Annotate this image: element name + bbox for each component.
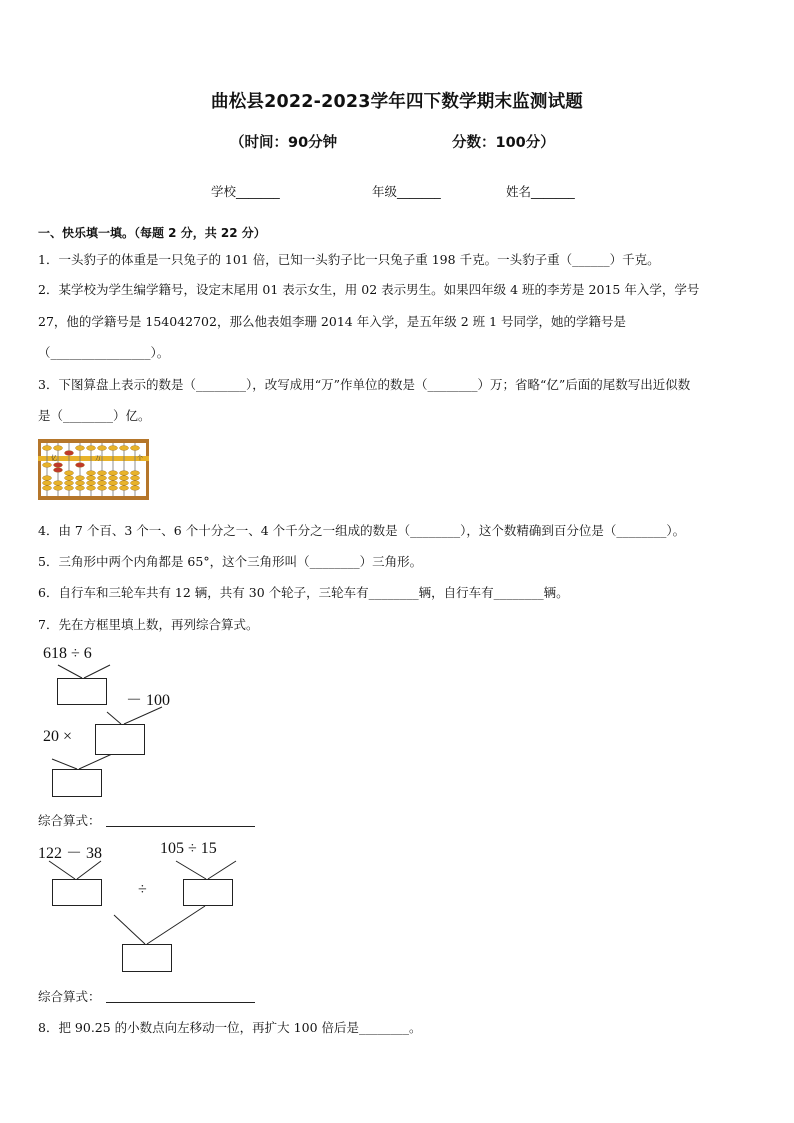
abacus-label-wan: 万 (95, 455, 102, 462)
question-5: 5．三角形中两个内角都是 65°，这个三角形叫（________）三角形。 (38, 554, 423, 569)
question-2-line-3: （________________）。 (38, 345, 170, 360)
exam-score: 分数：100分） (452, 135, 555, 151)
name-field[interactable]: 姓名_______ (506, 184, 575, 199)
page-title: 曲松县2022-2023学年四下数学期末监测试题 (211, 92, 583, 112)
diagram2-summary-label: 综合算式： (38, 989, 101, 1004)
question-2-line-1: 2．某学校为学生编学籍号，设定末尾用 01 表示女生，用 02 表示男生。如果四年级 4 班的李芳是 2015 年入学，学号 (38, 282, 700, 297)
question-8: 8．把 90.25 的小数点向左移动一位，再扩大 100 倍后是________。 (38, 1020, 422, 1035)
diagram1-answer-box-1[interactable] (57, 678, 107, 705)
diagram1-answer-box-2[interactable] (95, 724, 145, 755)
grade-field[interactable]: 年级_______ (372, 184, 441, 199)
diagram1-summary-line[interactable] (106, 826, 255, 827)
exam-time: （时间：90分钟 (230, 135, 338, 151)
school-field[interactable]: 学校_______ (211, 184, 280, 199)
abacus-label-ge: 个 (137, 455, 144, 462)
diagram2-operation-2: 105 ÷ 15 (160, 840, 217, 857)
question-4: 4．由 7 个百、3 个一、6 个十分之一、4 个千分之一组成的数是（________），这个数精确到百分位是（________）。 (38, 523, 686, 538)
diagram2-answer-box-2[interactable] (183, 879, 233, 906)
diagram2-answer-box-1[interactable] (52, 879, 102, 906)
question-3-line-1: 3．下图算盘上表示的数是（________），改写成用“万”作单位的数是（________）万；省略“亿”后面的尾数写出近似数 (38, 377, 691, 392)
diagram2-divide-sign: ÷ (138, 881, 147, 898)
diagram1-operation-2: － 100 (126, 692, 171, 709)
diagram1-operation-1: 618 ÷ 6 (43, 645, 92, 662)
diagram2-summary-line[interactable] (106, 1002, 255, 1003)
question-6: 6．自行车和三轮车共有 12 辆，共有 30 个轮子，三轮车有________辆，自行车有________辆。 (38, 585, 569, 600)
diagram2-answer-box-3[interactable] (122, 944, 172, 972)
question-7: 7．先在方框里填上数，再列综合算式。 (38, 617, 259, 632)
diagram1-operation-3: 20 × (43, 728, 73, 745)
diagram1-summary-label: 综合算式： (38, 813, 101, 828)
diagram2-operation-1: 122 － 38 (38, 845, 103, 862)
question-3-line-2: 是（________）亿。 (38, 408, 151, 423)
question-1: 1．一头豹子的体重是一只兔子的 101 倍，已知一头豹子比一只兔子重 198 千克。一头豹子重（______）千克。 (38, 252, 660, 267)
abacus-label-yi: 亿 (51, 455, 58, 462)
section-heading: 一、快乐填一填。（每题 2 分，共 22 分） (38, 226, 266, 240)
diagram1-answer-box-3[interactable] (52, 769, 102, 797)
question-2-line-2: 27，他的学籍号是 154042702，那么他表姐李珊 2014 年入学，是五年级 2 班 1 号同学，她的学籍号是 (38, 314, 627, 329)
